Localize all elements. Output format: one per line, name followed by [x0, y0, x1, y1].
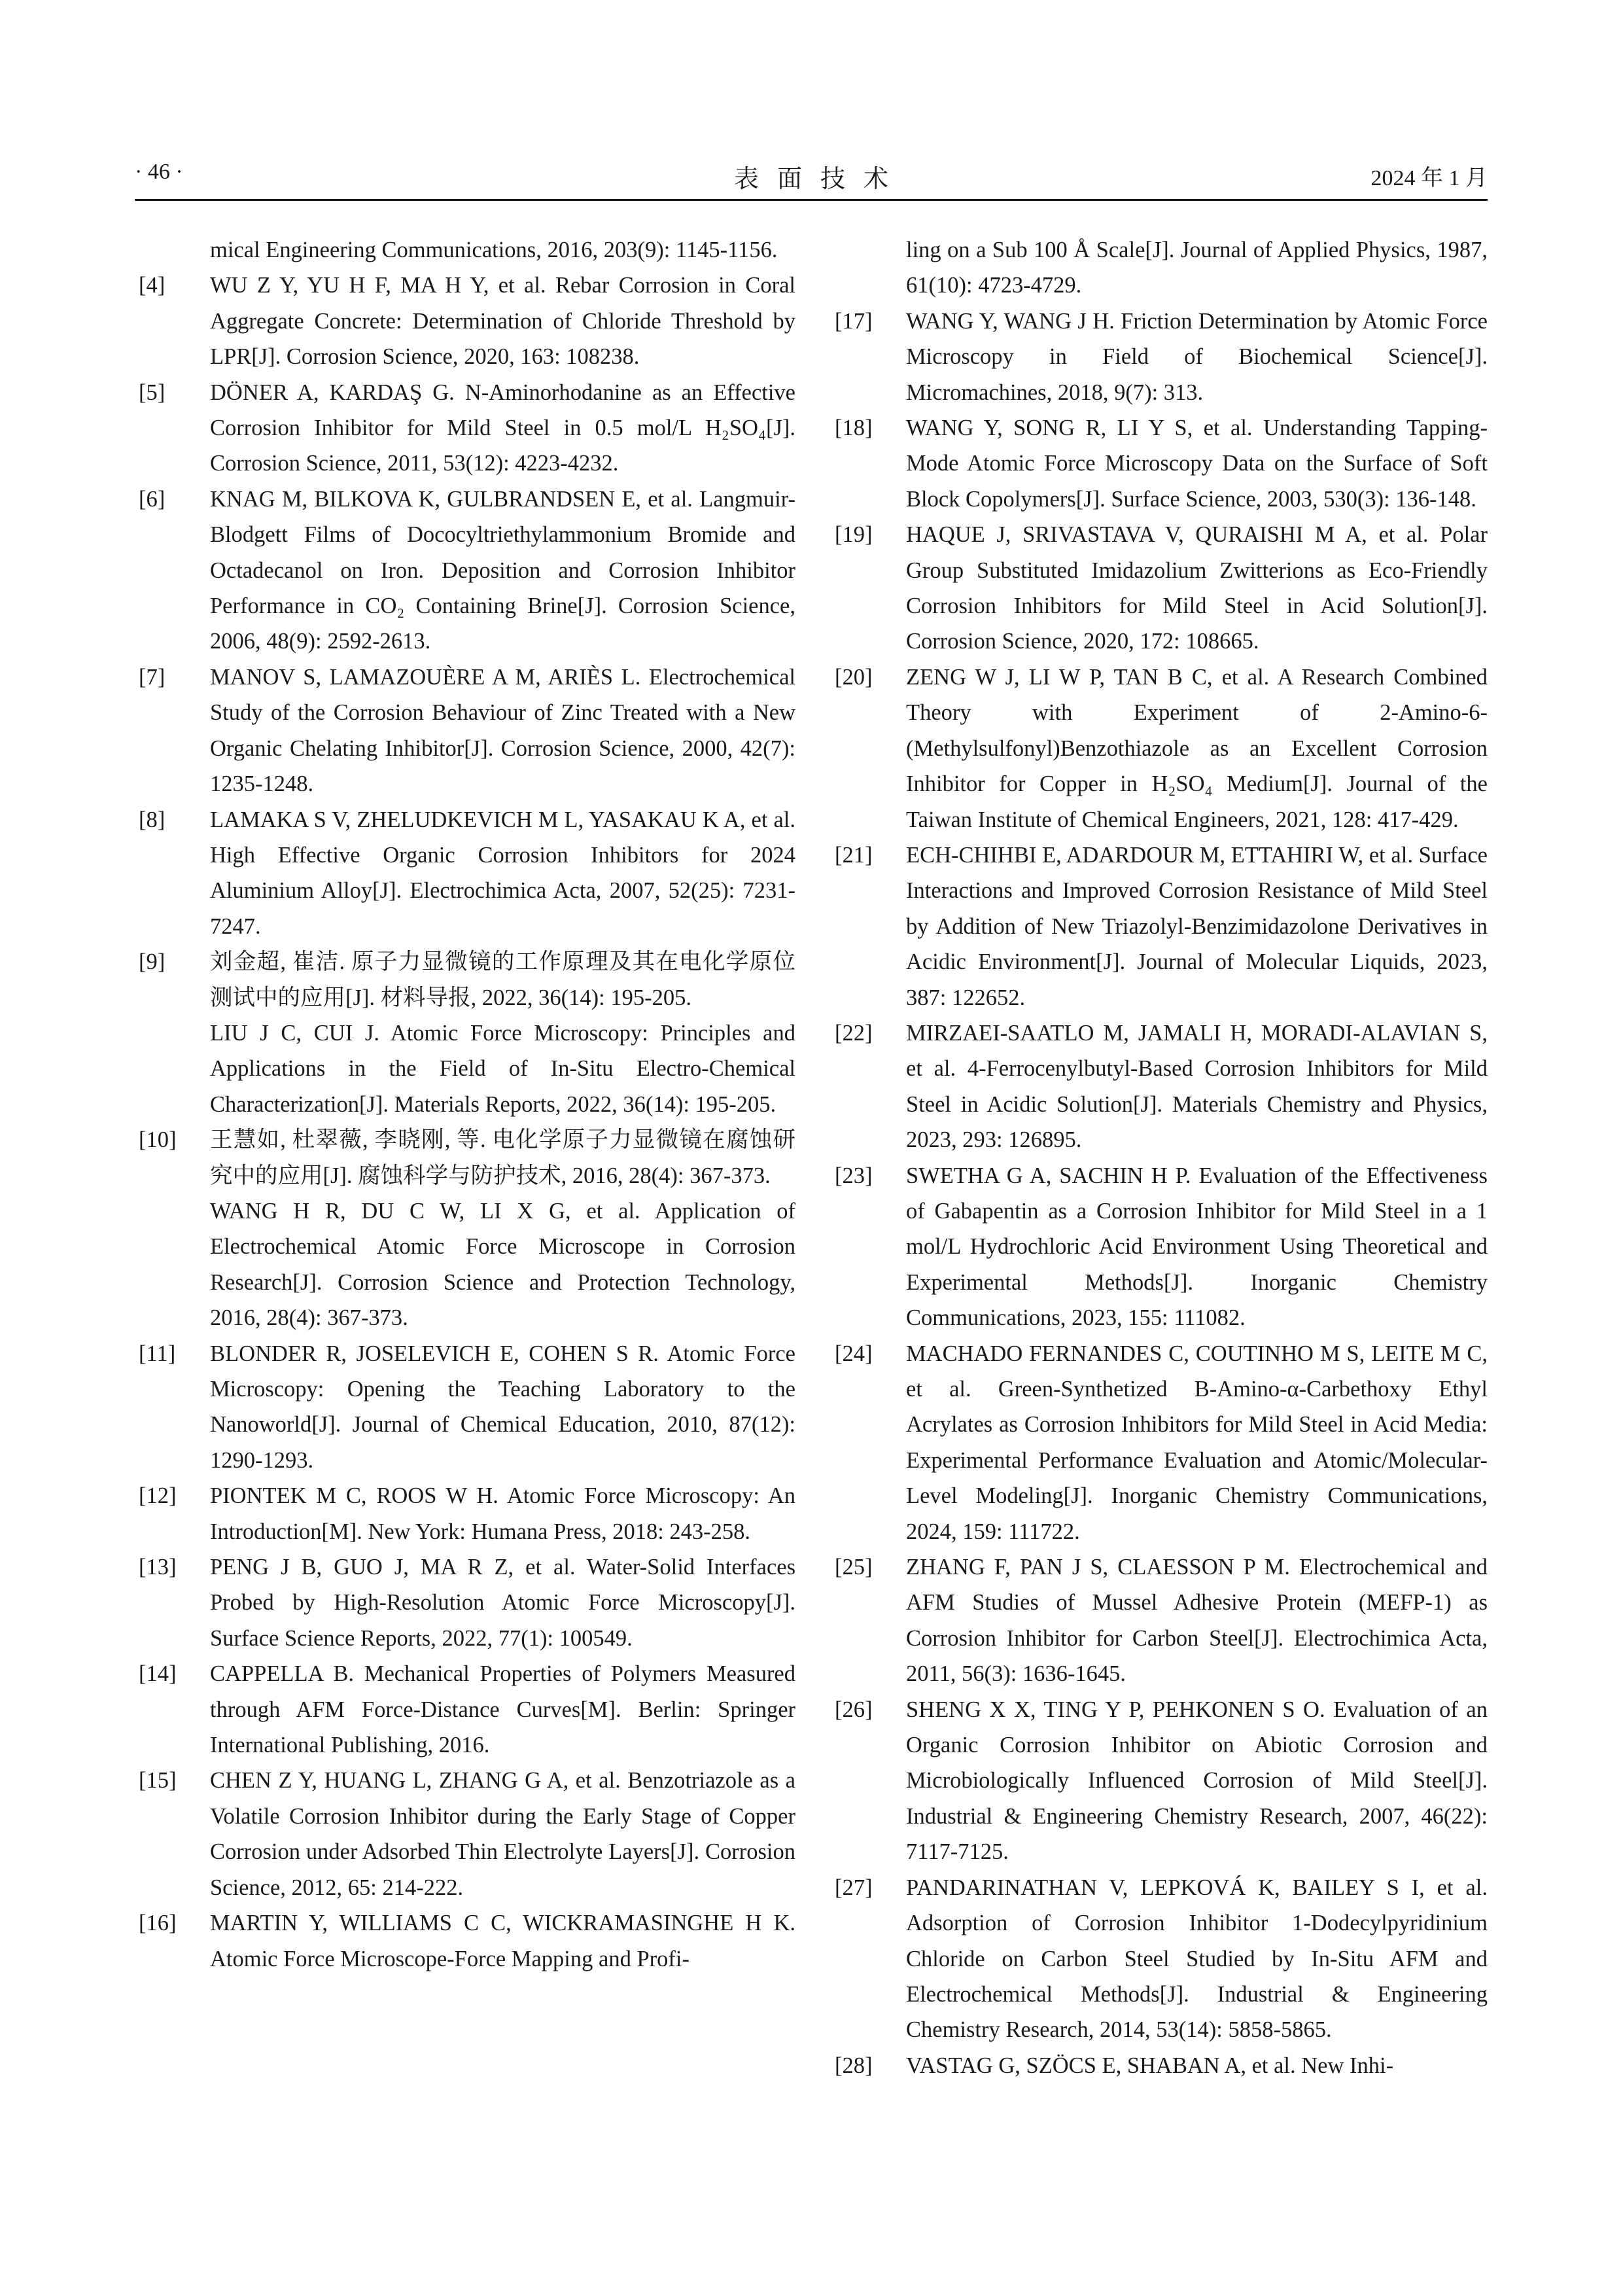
reference-text: HAQUE J, SRIVASTAVA V, QURAISHI M A, et al. Polar Group Substituted Imidazolium Zwitterions as Eco-Friendly Corrosion Inhibitors for Mild Steel in Acid Solution[J]. Corrosion Science, 2020, 172: 108665. — [906, 522, 1488, 654]
reference-number: [25] — [835, 1555, 873, 1580]
reference-number: [19] — [835, 522, 873, 548]
reference-number: [4] — [139, 273, 166, 298]
reference-23 — [831, 1158, 1488, 1336]
reference-25 — [831, 1549, 1488, 1692]
reference-number: [26] — [835, 1697, 873, 1722]
reference-number: [10] — [139, 1127, 177, 1153]
reference-19 — [831, 517, 1488, 660]
reference-number: [8] — [139, 807, 166, 832]
reference-number: [15] — [139, 1768, 177, 1793]
reference-number: [16] — [139, 1911, 177, 1936]
reference-4 — [135, 268, 795, 374]
reference-20 — [831, 660, 1488, 838]
reference-number: [9] — [139, 949, 166, 975]
reference-28 — [831, 2048, 1488, 2083]
reference-12 — [135, 1478, 795, 1549]
reference-21 — [831, 838, 1488, 1016]
right-column — [831, 232, 1488, 2083]
reference-number: [13] — [139, 1555, 177, 1580]
reference-13 — [135, 1549, 795, 1656]
reference-text: MARTIN Y, WILLIAMS C C, WICKRAMASINGHE H K. Atomic Force Microscope-Force Mapping and Profi- — [210, 1911, 795, 1971]
reference-11 — [135, 1336, 795, 1479]
reference-text: VASTAG G, SZÖCS E, SHABAN A, et al. New Inhi- — [906, 2053, 1394, 2078]
reference-number: [24] — [835, 1341, 873, 1366]
reference-7 — [135, 660, 795, 802]
reference-18 — [831, 410, 1488, 517]
reference-number: [12] — [139, 1483, 177, 1509]
reference-9 — [135, 944, 795, 1122]
reference-text: PANDARINATHAN V, LEPKOVÁ K, BAILEY S I, et al. Adsorption of Corrosion Inhibitor 1-Dodecylpyridinium Chloride on Carbon Steel Studied by In-Situ AFM and Electrochemical Methods[J]. Industrial & Engineering Chemistry Research, 2014, 53(14): 5858-5865. — [906, 1875, 1488, 2043]
page-number: · 46 · — [135, 160, 183, 184]
reference-text: ZENG W J, LI W P, TAN B C, et al. A Research Combined Theory with Experiment of 2-Amino-6-(Methylsulfonyl)Benzothiazole as an Excellent Corrosion Inhibitor for Copper in H₂SO₄ Medium[J]. Journal of the Taiwan Institute of Chemical Engineers, 2021, 128: 417-429. — [906, 664, 1488, 832]
reference-10 — [135, 1122, 795, 1335]
reference-number: [28] — [835, 2053, 873, 2078]
reference-number: [22] — [835, 1020, 873, 1046]
left-column — [135, 232, 795, 1977]
journal-title: 表面技术 — [733, 166, 907, 193]
reference-number: [11] — [139, 1341, 176, 1366]
reference-text: DÖNER A, KARDAŞ G. N-Aminorhodanine as an Effective Corrosion Inhibitor for Mild Steel in 0.5 mol/L H₂SO₄[J]. Corrosion Science, 2011, 53(12): 4223-4232. — [210, 380, 795, 476]
reference-translation: WANG H R, DU C W, LI X G, et al. Application of Electrochemical Atomic Force Microscope in Corrosion Research[J]. Corrosion Science and Protection Technology, 2016, 28(4): 367-373. — [210, 1198, 795, 1331]
reference-number: [18] — [835, 415, 873, 441]
reference-text: ECH-CHIHBI E, ADARDOUR M, ETTAHIRI W, et al. Surface Interactions and Improved Corrosion Resistance of Mild Steel by Addition of New Triazolyl-Benzimidazolone Derivatives in Acidic Environment[J]. Journal of Molecular Liquids, 2023, 387: 122652. — [906, 842, 1488, 1010]
reference-text: 王慧如, 杜翠薇, 李晓刚, 等. 电化学原子力显微镜在腐蚀研究中的应用[J]. 腐蚀科学与防护技术, 2016, 28(4): 367-373. — [210, 1127, 795, 1188]
reference-text: ZHANG F, PAN J S, CLAESSON P M. Electrochemical and AFM Studies of Mussel Adhesive Protein (MEFP-1) as Corrosion Inhibitor for Carbon Steel[J]. Electrochimica Acta, 2011, 56(3): 1636-1645. — [906, 1555, 1488, 1687]
reference-text: 刘金超, 崔洁. 原子力显微镜的工作原理及其在电化学原位测试中的应用[J]. 材料导报, 2022, 36(14): 195-205. — [210, 949, 795, 1010]
reference-number: [27] — [835, 1875, 873, 1900]
reference-translation: LIU J C, CUI J. Atomic Force Microscopy: Principles and Applications in the Field of In-Situ Electro-Chemical Characterization[J]. Materials Reports, 2022, 36(14): 195-205. — [210, 1020, 795, 1117]
reference-15 — [135, 1763, 795, 1905]
reference-22 — [831, 1016, 1488, 1158]
reference-text: WANG Y, WANG J H. Friction Determination by Atomic Force Microscopy in Field of Biochemical Science[J]. Micromachines, 2018, 9(7): 313. — [906, 308, 1488, 405]
reference-number: [21] — [835, 842, 873, 868]
reference-continuation: mical Engineering Communications, 2016, 203(9): 1145-1156. — [210, 238, 778, 262]
reference-text: WANG Y, SONG R, LI Y S, et al. Understanding Tapping-Mode Atomic Force Microscopy Data on the Surface of Soft Block Copolymers[J]. Surface Science, 2003, 530(3): 136-148. — [906, 415, 1488, 512]
reference-26 — [831, 1692, 1488, 1870]
reference-16 — [135, 1905, 795, 1977]
reference-text: PIONTEK M C, ROOS W H. Atomic Force Microscopy: An Introduction[M]. New York: Humana Press, 2018: 243-258. — [210, 1483, 795, 1544]
issue-date: 2024 年 1 月 — [1370, 166, 1488, 190]
reference-number: [6] — [139, 486, 166, 512]
reference-24 — [831, 1336, 1488, 1549]
reference-number: [14] — [139, 1661, 177, 1687]
reference-8 — [135, 802, 795, 945]
reference-text: CAPPELLA B. Mechanical Properties of Polymers Measured through AFM Force-Distance Curves[M]. Berlin: Springer International Publishing, 2016. — [210, 1661, 795, 1758]
header-rule — [135, 199, 1488, 201]
reference-17 — [831, 304, 1488, 410]
reference-6 — [135, 482, 795, 660]
reference-5 — [135, 375, 795, 482]
reference-text: MACHADO FERNANDES C, COUTINHO M S, LEITE M C, et al. Green-Synthetized B-Amino-α-Carbethoxy Ethyl Acrylates as Corrosion Inhibitors for Mild Steel in Acid Media: Experimental Performance Evaluation and Atomic/Molecular-Level Modeling[J]. Inorganic Chemistry Communications, 2024, 159: 111722. — [906, 1341, 1488, 1544]
reference-text: MIRZAEI-SAATLO M, JAMALI H, MORADI-ALAVIAN S, et al. 4-Ferrocenylbutyl-Based Corrosion Inhibitors for Mild Steel in Acidic Solution[J]. Materials Chemistry and Physics, 2023, 293: 126895. — [906, 1020, 1488, 1153]
reference-number: [23] — [835, 1163, 873, 1188]
reference-27 — [831, 1870, 1488, 2048]
reference-text: PENG J B, GUO J, MA R Z, et al. Water-Solid Interfaces Probed by High-Resolution Atomic Force Microscopy[J]. Surface Science Reports, 2022, 77(1): 100549. — [210, 1555, 795, 1651]
reference-text: CHEN Z Y, HUANG L, ZHANG G A, et al. Benzotriazole as a Volatile Corrosion Inhibitor during the Early Stage of Copper Corrosion under Adsorbed Thin Electrolyte Layers[J]. Corrosion Science, 2012, 65: 214-222. — [210, 1768, 795, 1900]
reference-text: MANOV S, LAMAZOUÈRE A M, ARIÈS L. Electrochemical Study of the Corrosion Behaviour of Zinc Treated with a New Organic Chelating Inhibitor[J]. Corrosion Science, 2000, 42(7): 1235-1248. — [210, 664, 795, 797]
reference-text: LAMAKA S V, ZHELUDKEVICH M L, YASAKAU K A, et al. High Effective Organic Corrosion Inhibitors for 2024 Aluminium Alloy[J]. Electrochimica Acta, 2007, 52(25): 7231-7247. — [210, 807, 795, 939]
reference-14 — [135, 1656, 795, 1763]
reference-text: WU Z Y, YU H F, MA H Y, et al. Rebar Corrosion in Coral Aggregate Concrete: Determination of Chloride Threshold by LPR[J]. Corrosion Science, 2020, 163: 108238. — [210, 273, 795, 370]
reference-number: [20] — [835, 664, 873, 690]
reference-continuation: ling on a Sub 100 Å Scale[J]. Journal of Applied Physics, 1987, 61(10): 4723-4729. — [906, 238, 1488, 298]
reference-text: KNAG M, BILKOVA K, GULBRANDSEN E, et al. Langmuir-Blodgett Films of Dococyltriethylammonium Bromide and Octadecanol on Iron. Deposition and Corrosion Inhibitor Performance in CO₂ Containing Brine[J]. Corrosion Science, 2006, 48(9): 2592-2613. — [210, 486, 795, 654]
reference-number: [7] — [139, 664, 166, 690]
reference-number: [17] — [835, 308, 873, 334]
reference-text: BLONDER R, JOSELEVICH E, COHEN S R. Atomic Force Microscopy: Opening the Teaching Laboratory to the Nanoworld[J]. Journal of Chemical Education, 2010, 87(12): 1290-1293. — [210, 1341, 795, 1473]
reference-text: SHENG X X, TING Y P, PEHKONEN S O. Evaluation of an Organic Corrosion Inhibitor on Abiotic Corrosion and Microbiologically Influenced Corrosion of Mild Steel[J]. Industrial & Engineering Chemistry Research, 2007, 46(22): 7117-7125. — [906, 1697, 1488, 1865]
reference-number: [5] — [139, 380, 166, 405]
page-header — [135, 154, 1488, 200]
reference-text: SWETHA G A, SACHIN H P. Evaluation of the Effectiveness of Gabapentin as a Corrosion Inhibitor for Mild Steel in a 1 mol/L Hydrochloric Acid Environment Using Theoretical and Experimental Methods[J]. Inorganic Chemistry Communications, 2023, 155: 111082. — [906, 1163, 1488, 1331]
